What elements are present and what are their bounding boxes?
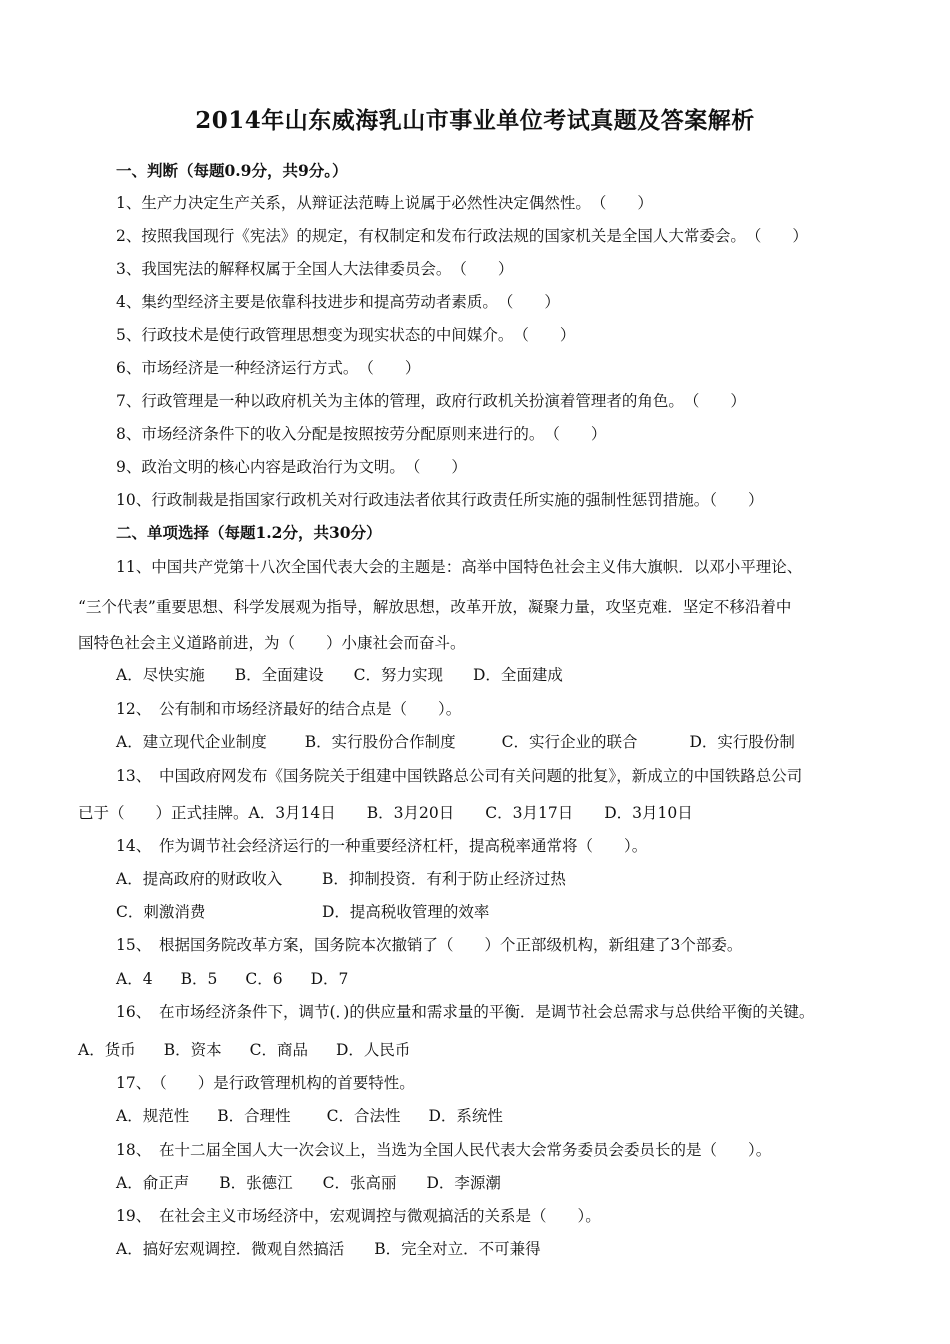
option-a: A．建立现代企业制度 bbox=[116, 733, 267, 751]
option-b: B．资本 bbox=[163, 1041, 222, 1059]
question-11-line1: 11、中国共产党第十八次全国代表大会的主题是：高举中国特色社会主义伟大旗帜．以邓小平理论、 bbox=[116, 558, 803, 576]
question-12: 12、 公有制和市场经济最好的结合点是（ ）。 bbox=[116, 700, 462, 718]
document-title: 2014年山东威海乳山市事业单位考试真题及答案解析 bbox=[195, 107, 755, 134]
question-17: 17、 （ ）是行政管理机构的首要特性。 bbox=[116, 1074, 415, 1092]
question-8: 8、市场经济条件下的收入分配是按照按劳分配原则来进行的。 （ ） bbox=[116, 425, 607, 443]
question-5: 5、行政技术是使行政管理思想变为现实状态的中间媒介。 （ ） bbox=[116, 326, 576, 344]
question-1: 1、生产力决定生产关系，从辩证法范畴上说属于必然性决定偶然性。 （ ） bbox=[116, 194, 653, 212]
question-15: 15、 根据国务院改革方案，国务院本次撤销了（ ）个正部级机构，新组建了3个部委。 bbox=[116, 936, 743, 954]
question-14-option-d: D．提高税收管理的效率 bbox=[322, 903, 490, 921]
option-c: C．6 bbox=[245, 970, 283, 988]
option-a: A．俞正声 bbox=[116, 1174, 190, 1192]
question-4: 4、集约型经济主要是依靠科技进步和提高劳动者素质。 （ ） bbox=[116, 293, 560, 311]
question-15-options bbox=[116, 968, 348, 990]
question-13-line2: 已于（ ）正式挂牌。A．3月14日 B．3月20日 C．3月17日 D．3月10日 bbox=[78, 804, 693, 822]
option-c: C．实行企业的联合 bbox=[501, 733, 638, 751]
option-a: A．尽快实施 bbox=[116, 666, 205, 684]
option-a: A．4 bbox=[116, 970, 153, 988]
question-18: 18、 在十二届全国人大一次会议上，当选为全国人民代表大会常务委员会委员长的是（ ）。 bbox=[116, 1141, 772, 1159]
question-14-option-a: A．提高政府的财政收入 bbox=[116, 870, 283, 888]
question-10: 10、行政制裁是指国家行政机关对行政违法者依其行政责任所实施的强制性惩罚措施。（ ） bbox=[116, 491, 764, 509]
question-6: 6、市场经济是一种经济运行方式。 （ ） bbox=[116, 359, 421, 377]
option-d: D．李源潮 bbox=[426, 1174, 501, 1192]
option-b: B．张德江 bbox=[219, 1174, 293, 1192]
option-c: C．张高丽 bbox=[322, 1174, 397, 1192]
question-16: 16、 在市场经济条件下，调节(．)的供应量和需求量的平衡．是调节社会总需求与总供给平衡的关键。 bbox=[116, 1003, 815, 1021]
option-d: D．人民币 bbox=[335, 1041, 411, 1059]
question-18-options bbox=[116, 1172, 501, 1194]
option-b: B．5 bbox=[180, 970, 218, 988]
question-12-options bbox=[116, 731, 795, 753]
question-13-line1: 13、 中国政府网发布《国务院关于组建中国铁路总公司有关问题的批复》，新成立的中国铁路总公司 bbox=[116, 767, 803, 785]
question-7: 7、行政管理是一种以政府机关为主体的管理，政府行政机关扮演着管理者的角色。 （ ） bbox=[116, 392, 746, 410]
question-11-line3: 国特色社会主义道路前进，为（ ）小康社会而奋斗。 bbox=[78, 634, 466, 652]
option-a: A．搞好宏观调控．微观自然搞活 bbox=[116, 1240, 345, 1258]
option-b: B．合理性 bbox=[217, 1107, 291, 1125]
option-d: D．实行股份制 bbox=[689, 733, 795, 751]
question-19: 19、 在社会主义市场经济中，宏观调控与微观搞活的关系是（ ）。 bbox=[116, 1207, 601, 1225]
question-3: 3、我国宪法的解释权属于全国人大法律委员会。 （ ） bbox=[116, 260, 514, 278]
option-c: C．商品 bbox=[249, 1041, 308, 1059]
question-11-line2: “三个代表”重要思想、科学发展观为指导，解放思想，改革开放，凝聚力量，攻坚克难．坚定不移沿着中 bbox=[78, 598, 792, 616]
section1-heading: 一、判断（每题0.9分，共9分。） bbox=[116, 161, 348, 180]
question-16-options bbox=[78, 1039, 410, 1061]
option-d: D．全面建成 bbox=[472, 666, 563, 684]
option-d: D．7 bbox=[310, 970, 349, 988]
question-14: 14、 作为调节社会经济运行的一种重要经济杠杆，提高税率通常将（ ）。 bbox=[116, 837, 648, 855]
question-19-options bbox=[116, 1238, 541, 1260]
question-14-option-b: B．抑制投资．有利于防止经济过热 bbox=[322, 870, 566, 888]
question-17-options bbox=[116, 1105, 503, 1127]
section2-heading: 二、单项选择（每题1.2分，共30分） bbox=[116, 523, 382, 542]
option-b: B．实行股份合作制度 bbox=[304, 733, 456, 751]
question-14-option-c: C．刺激消费 bbox=[116, 903, 206, 921]
option-b: B．完全对立．不可兼得 bbox=[374, 1240, 541, 1258]
option-b: B．全面建设 bbox=[234, 666, 324, 684]
option-a: A．货币 bbox=[78, 1041, 136, 1059]
option-a: A．规范性 bbox=[116, 1107, 190, 1125]
question-11-options bbox=[116, 664, 563, 686]
question-9: 9、政治文明的核心内容是政治行为文明。 （ ） bbox=[116, 458, 467, 476]
option-d: D．系统性 bbox=[428, 1107, 503, 1125]
option-c: C．努力实现 bbox=[353, 666, 443, 684]
option-c: C．合法性 bbox=[326, 1107, 401, 1125]
question-2: 2、按照我国现行《宪法》的规定，有权制定和发布行政法规的国家机关是全国人大常委会。 （ ） bbox=[116, 227, 808, 245]
